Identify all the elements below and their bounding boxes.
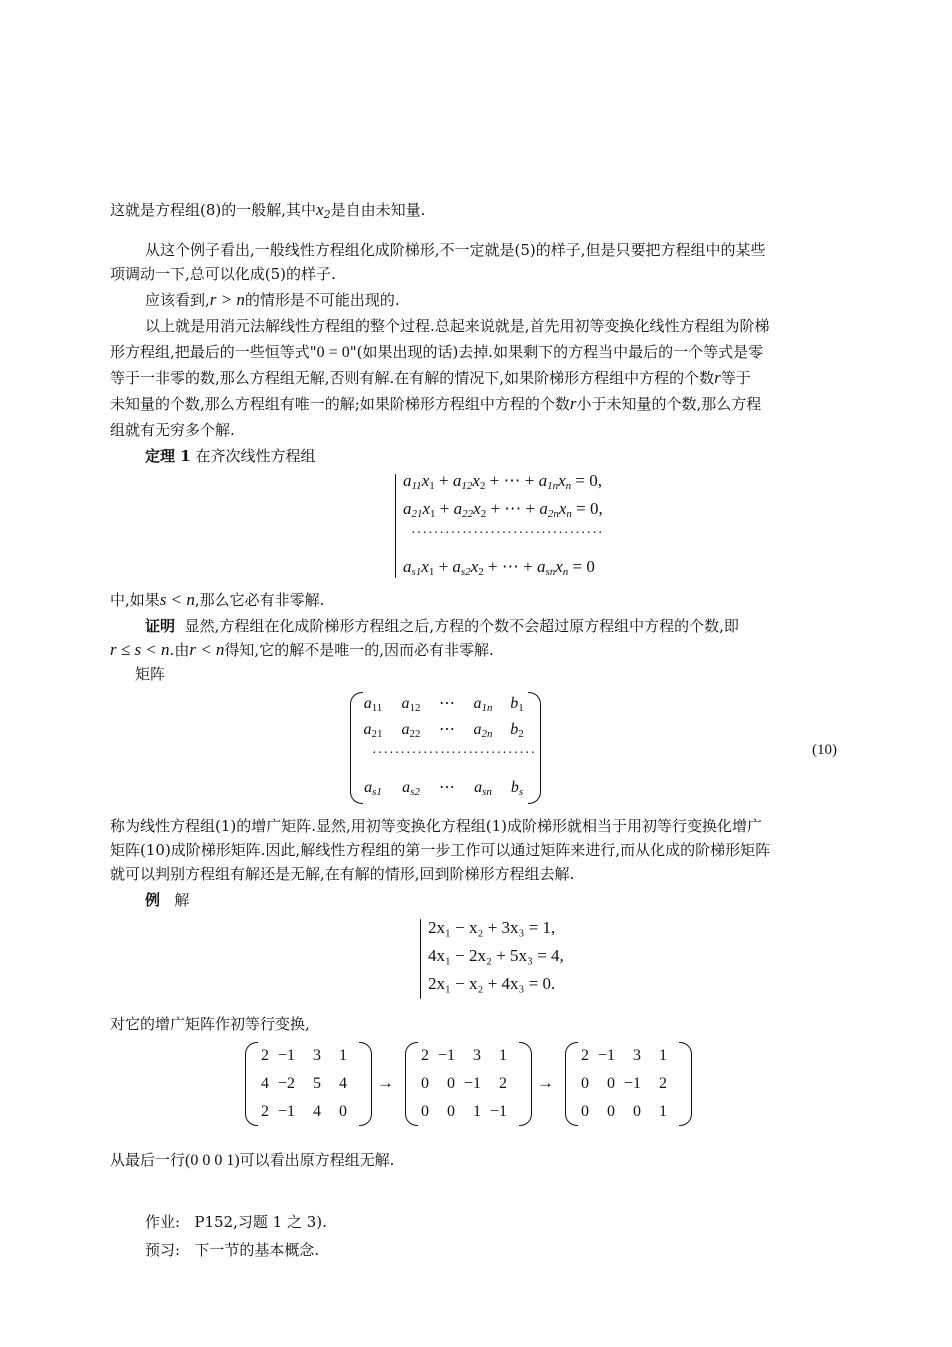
example-system bbox=[420, 915, 620, 1003]
matrix-cell: −1 bbox=[463, 1075, 481, 1092]
arrow: → bbox=[377, 1073, 394, 1092]
matrix-cell: 0 bbox=[421, 1103, 429, 1120]
matrix-cell: 0 bbox=[581, 1075, 589, 1092]
equation-row: 4x₁ − 2x₂ + 5x₃ = 4, bbox=[428, 946, 564, 965]
text-line: r ≤ s < n.由r < n得知,它的解不是唯一的,因而必有非零解. bbox=[110, 640, 494, 659]
equation-row: 2x₁ − x₂ + 3x₃ = 1, bbox=[428, 918, 556, 937]
equation-row: $a_{21}x_1 + a_{22}x_2$ + ⋯ + $a_{2n}x_n = 0$, bbox=[403, 499, 603, 520]
matrix-cell: 2 bbox=[421, 1047, 429, 1064]
math-var: x bbox=[316, 200, 324, 219]
homogeneous-system bbox=[395, 470, 655, 585]
equation-row: 2x₁ − x₂ + 4x₃ = 0. bbox=[428, 974, 556, 993]
right-paren bbox=[519, 1042, 532, 1126]
text-line: 中,如果s < n,那么它必有非零解. bbox=[110, 590, 325, 609]
matrix-cell: 1 bbox=[659, 1103, 667, 1120]
matrix-cell: −1 bbox=[277, 1047, 295, 1064]
matrix-cell: −1 bbox=[623, 1075, 641, 1092]
text-line: 未知量的个数,那么方程组有唯一的解;如果阶梯形方程组中方程的个数r小于未知量的个数,那么方程 bbox=[110, 394, 762, 413]
matrix-cell: 0 bbox=[447, 1103, 455, 1120]
matrix-cell: 4 bbox=[261, 1075, 269, 1092]
text-line: 从最后一行(0 0 0 1)可以看出原方程组无解. bbox=[110, 1151, 395, 1169]
matrix-cell: −1 bbox=[597, 1047, 615, 1064]
text-line: 从这个例子看出,一般线性方程组化成阶梯形,不一定就是(5)的样子,但是只要把方程组中的某些 bbox=[145, 241, 766, 259]
text-line: 等于一非零的数,那么方程组无解,否则有解.在有解的情况下,如果阶梯形方程组中方程的个数r等于 bbox=[110, 368, 751, 387]
equation-row: $a_{11}x_1 + a_{12}x_2$ + ⋯ + $a_{1n}x_n = 0$, bbox=[403, 471, 602, 492]
homework-line: 作业: P152,习题 1 之 3). bbox=[145, 1213, 327, 1231]
matrix-cell: 2 bbox=[581, 1047, 589, 1064]
matrix-cell: 1 bbox=[499, 1047, 507, 1064]
text-line: 对它的增广矩阵作初等行变换, bbox=[110, 1015, 310, 1033]
proof-line: 证明 显然,方程组在化成阶梯形方程组之后,方程的个数不会超过原方程组中方程的个数,即 bbox=[145, 617, 739, 635]
matrix-cell: 0 bbox=[339, 1103, 347, 1120]
matrix-cell: 4 bbox=[339, 1075, 347, 1092]
matrix-cell: 2 bbox=[261, 1047, 269, 1064]
matrix-cell: 2 bbox=[261, 1103, 269, 1120]
text-line: 应该看到,r > n的情形是不可能出现的. bbox=[145, 290, 400, 309]
ellipsis-row: ·································· bbox=[411, 526, 604, 541]
text-line: 这就是方程组(8)的一般解,其中$x_2$是自由未知量. bbox=[110, 200, 426, 221]
matrix-cell: 1 bbox=[473, 1103, 481, 1120]
matrix-chain bbox=[245, 1040, 675, 1130]
matrix-cell: 0 bbox=[633, 1103, 641, 1120]
matrix-cell: −1 bbox=[489, 1103, 507, 1120]
preview-line: 预习: 下一节的基本概念. bbox=[145, 1241, 320, 1259]
matrix-cell: 2 bbox=[499, 1075, 507, 1092]
matrix-cell: −1 bbox=[437, 1047, 455, 1064]
right-paren bbox=[359, 1042, 372, 1126]
theorem-heading: 定理 1 在齐次线性方程组 bbox=[145, 447, 316, 465]
matrix-cell: 1 bbox=[339, 1047, 347, 1064]
equation-number: (10) bbox=[812, 742, 837, 758]
text-line: 以上就是用消元法解线性方程组的整个过程.总起来说就是,首先用初等变换化线性方程组为阶梯 bbox=[145, 317, 770, 335]
brace bbox=[395, 474, 396, 578]
augmented-matrix: $a_{11}$ $a_{12}$ ⋯ $a_{1n}$ $b_1$ $a_{21}$ $a_{22}$ ⋯ $a_{2n}$ $b_2$ ····························· $a_{s1}$ $a_{s2}$ ⋯ $a_{sn}$ $b_s$ bbox=[350, 690, 550, 808]
arrow: → bbox=[537, 1073, 554, 1092]
matrix-cell: 1 bbox=[659, 1047, 667, 1064]
matrix-cell: 3 bbox=[313, 1047, 321, 1064]
text-line: 矩阵 bbox=[135, 665, 166, 683]
matrix-cell: −1 bbox=[277, 1103, 295, 1120]
matrix-cell: 5 bbox=[313, 1075, 321, 1092]
right-paren bbox=[679, 1042, 692, 1126]
matrix-cell: 0 bbox=[421, 1075, 429, 1092]
matrix-cell: 3 bbox=[633, 1047, 641, 1064]
example-heading: 例 解 bbox=[145, 891, 190, 909]
matrix-cell: 2 bbox=[659, 1075, 667, 1092]
text-line: 形方程组,把最后的一些恒等式"0 = 0"(如果出现的话)去掉.如果剩下的方程当中最后的一个等式是零 bbox=[110, 343, 764, 361]
matrix-cell: 0 bbox=[581, 1103, 589, 1120]
matrix-cell: 4 bbox=[313, 1103, 321, 1120]
text-line: 矩阵(10)成阶梯形矩阵.因此,解线性方程组的第一步工作可以通过矩阵来进行,而从化成的阶梯形矩阵 bbox=[110, 841, 771, 859]
matrix-cell: 0 bbox=[607, 1075, 615, 1092]
text-line: 就可以判别方程组有解还是无解,在有解的情形,回到阶梯形方程组去解. bbox=[110, 865, 575, 883]
matrix-cell: 3 bbox=[473, 1047, 481, 1064]
matrix-cell: −2 bbox=[277, 1075, 295, 1092]
equation-row: $a_{s1}x_1 + a_{s2}x_2$ + ⋯ + $a_{sn}x_n = 0$ bbox=[403, 557, 595, 578]
brace bbox=[420, 919, 421, 999]
matrix-cell: 0 bbox=[447, 1075, 455, 1092]
matrix-cell: 0 bbox=[607, 1103, 615, 1120]
text-line: 项调动一下,总可以化成(5)的样子. bbox=[110, 265, 336, 283]
text-line: 称为线性方程组(1)的增广矩阵.显然,用初等变换化方程组(1)成阶梯形就相当于用初等行变换化增广 bbox=[110, 817, 763, 835]
text-line: 组就有无穷多个解. bbox=[110, 421, 235, 439]
